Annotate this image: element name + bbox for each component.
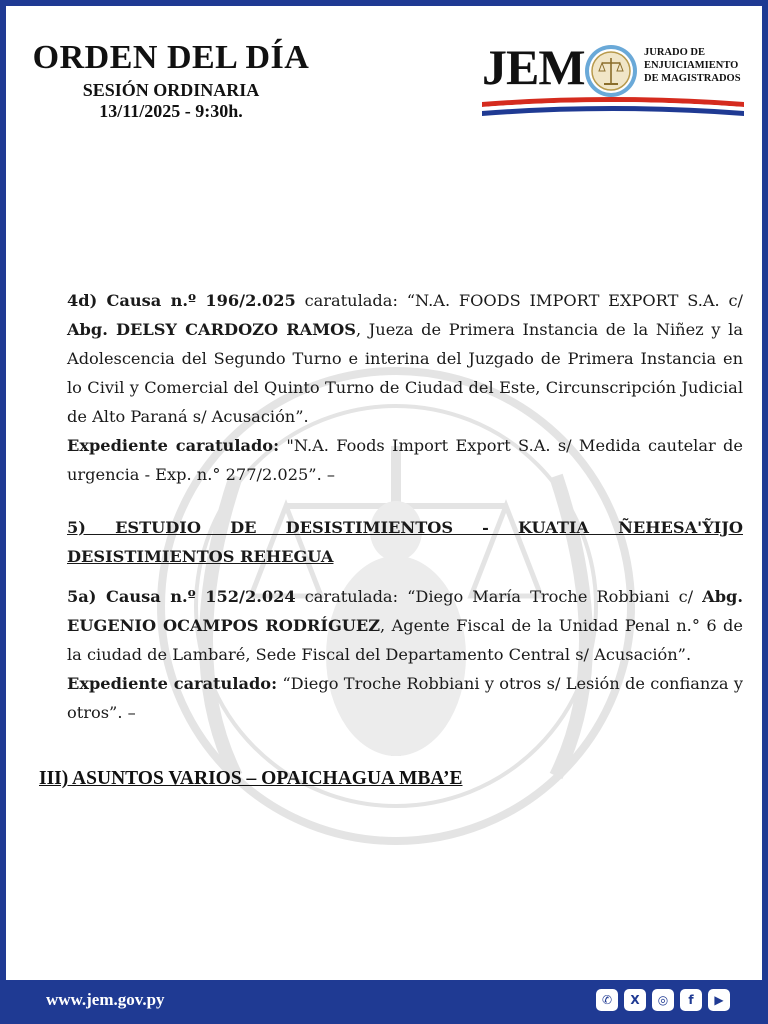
whatsapp-icon[interactable]: ✆ (596, 989, 618, 1011)
accused-name: Abg. DELSY CARDOZO RAMOS (67, 320, 356, 339)
social-icons (596, 989, 730, 1011)
accused-name: Abg. EUGENIO OCAMPOS RODRÍGUEZ (67, 587, 743, 635)
jem-logo (482, 39, 744, 122)
agenda-item-5a-file: Expediente caratulado: “Diego Troche Robbiani y otros s/ Lesión de confianza y otros”. – (67, 674, 743, 722)
agenda-item-4d-file: Expediente caratulado: "N.A. Foods Import Export S.A. s/ Medida cautelar de urgencia - Exp. n.° 277/2.025”. – (67, 436, 743, 484)
page-title: ORDEN DEL DÍA (32, 39, 310, 76)
session-datetime: 13/11/2025 - 9:30h. (99, 101, 243, 121)
seal-icon (584, 44, 638, 98)
facebook-icon[interactable]: f (680, 989, 702, 1011)
agenda-item-4d: 4d) Causa n.º 196/2.025 caratulada: “N.A. FOODS IMPORT EXPORT S.A. c/ Abg. DELSY CARDOZO RAMOS, Jueza de Primera Instancia de la Niñez y la Adolescencia del Segundo Turno e interina del Juzgado de Primera Instancia en lo Civil y Comercial del Quinto Turno de Ciudad del Este, Circunscripción Judicial de Alto Paraná s/ Acusación”. (67, 291, 744, 426)
instagram-icon[interactable]: ◎ (652, 989, 674, 1011)
file-label: Expediente caratulado: (67, 436, 280, 455)
footer-bar (6, 980, 768, 1024)
flag-stripes-icon (482, 94, 744, 122)
youtube-icon[interactable]: ▶ (708, 989, 730, 1011)
case-number: 4d) Causa n.º 196/2.025 (67, 291, 296, 310)
logo-institution-name: JURADO DE ENJUICIAMIENTO DE MAGISTRADOS (644, 47, 741, 84)
header-block (6, 36, 336, 122)
section-5-heading-cont: DESISTIMIENTOS REHEGUA (67, 547, 334, 566)
file-label: Expediente caratulado: (67, 674, 278, 693)
section-5-heading: 5) ESTUDIO DE DESISTIMIENTOS - KUATIA ÑEHESA'ỸIJO (67, 518, 743, 537)
logo-brand: JEM (482, 39, 585, 95)
section-3-heading: III) ASUNTOS VARIOS – OPAICHAGUA MBA’E (39, 768, 463, 789)
x-icon[interactable]: X (624, 989, 646, 1011)
agenda-item-5a: 5a) Causa n.º 152/2.024 caratulada: “Diego María Troche Robbiani c/ Abg. EUGENIO OCAMPOS RODRÍGUEZ, Agente Fiscal de la Unidad Penal n.° 6 de la ciudad de Lambaré, Sede Fiscal del Departamento Central s/ Acusación”. (67, 587, 743, 664)
agenda-content (67, 286, 743, 727)
case-number: 5a) Causa n.º 152/2.024 (67, 587, 296, 606)
session-type: SESIÓN ORDINARIA (82, 80, 260, 100)
website-link[interactable]: www.jem.gov.py (46, 990, 165, 1009)
